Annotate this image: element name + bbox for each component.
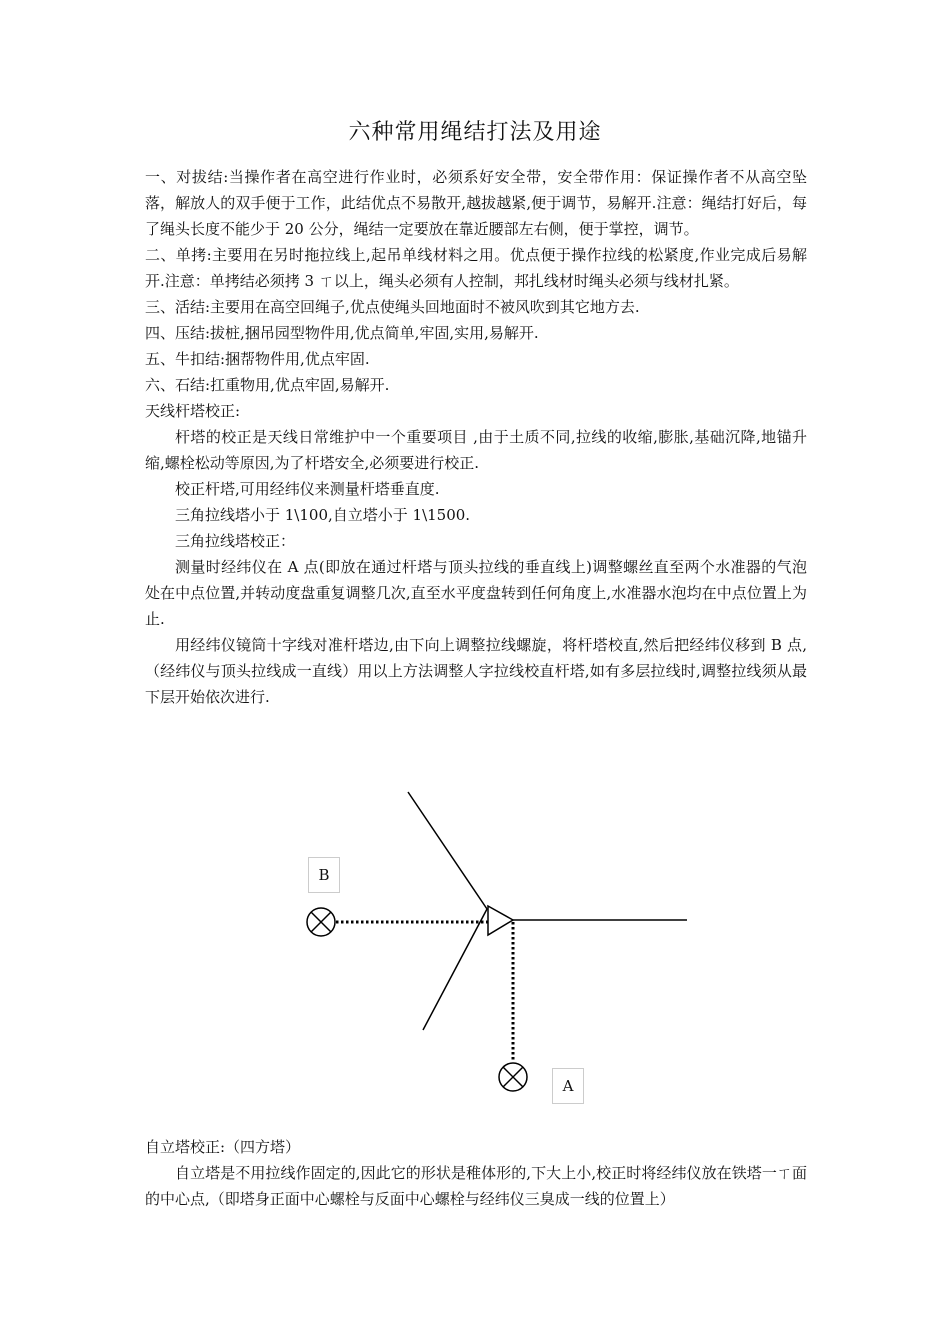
tower-triangle-icon: [488, 906, 513, 935]
paragraph-knot-6: 六、石结:扛重物用,优点牢固,易解开.: [145, 376, 390, 394]
tower-correction-diagram: [290, 782, 700, 1112]
document-body-continued: [145, 1134, 807, 1212]
paragraph-theodolite: 校正杆塔,可用经纬仪来测量杆塔垂直度.: [175, 480, 440, 498]
theodolite-a-icon: [499, 1063, 527, 1091]
section-heading-self-supporting: 自立塔校正:（四方塔）: [145, 1138, 301, 1156]
subheading-guyed-tower: 三角拉线塔校正：: [175, 532, 296, 550]
paragraph-tower-intro: 杆塔的校正是天线日常维护中一个重要项目 ,由于土质不同,拉线的收缩,膨胀,基础沉降,地锚升缩,螺栓松动等原因,为了杆塔安全,必须要进行校正.: [145, 428, 807, 472]
paragraph-self-supporting: 自立塔是不用拉线作固定的,因此它的形状是稚体形的,下大上小,校正时将经纬仪放在铁塔一ㄒ面的中心点,（即塔身正面中心螺栓与反面中心螺栓与经纬仪三臭成一线的位置上）: [145, 1164, 807, 1208]
paragraph-knot-2: 二、单拷:主要用在另时拖拉线上,起吊单线材料之用。优点便于操作拉线的松紧度,作业完成后易解开.注意：单拷结必须拷 3 ㄒ以上，绳头必须有人控制，邦扎线材时绳头必须与线材扎紧。: [145, 246, 807, 290]
paragraph-knot-5: 五、牛扣结:捆帮物件用,优点牢固.: [145, 350, 370, 368]
theodolite-b-icon: [307, 908, 335, 936]
paragraph-knot-1: 一、对拔结:当操作者在高空进行作业时，必须系好安全带，安全带作用：保证操作者不从高空坠落，解放人的双手便于工作，此结优点不易散开,越拔越紧,便于调节，易解开.注意：绳结打好后，每了绳头长度不能少于 20 公分，绳结一定要放在靠近腰部左右侧，便于掌控，调节。: [145, 168, 807, 238]
paragraph-tolerance: 三角拉线塔小于 1\100,自立塔小于 1\1500.: [175, 506, 471, 524]
paragraph-measure-a: 测量时经纬仪在 A 点(即放在通过杆塔与顶头拉线的垂直线上)调整螺丝直至两个水准器的气泡处在中点位置,并转动度盘重复调整几次,直至水平度盘转到任何角度上,水准器水泡均在中点位置上为止.: [145, 558, 807, 628]
guy-wire-lower: [423, 909, 487, 1030]
section-heading-tower-correction: 天线杆塔校正:: [145, 402, 241, 420]
document-body: [145, 164, 807, 710]
point-b-label: B: [308, 857, 340, 893]
guy-wire-upper: [408, 792, 487, 909]
document-title: 六种常用绳结打法及用途: [348, 120, 602, 145]
paragraph-knot-4: 四、压结:拔桩,捆吊园型物件用,优点简单,牢固,实用,易解开.: [145, 324, 539, 342]
paragraph-adjust-b: 用经纬仪镜筒十字线对准杆塔边,由下向上调整拉线螺旋，将杆塔校直,然后把经纬仪移到 B 点,（经纬仪与顶头拉线成一直线）用以上方法调整人字拉线校直杆塔,如有多层拉线时,调整拉线须从最下层开始依次进行.: [145, 636, 807, 706]
point-a-label: A: [552, 1068, 584, 1104]
paragraph-knot-3: 三、活结:主要用在高空回绳子,优点使绳头回地面时不被风吹到其它地方去.: [145, 298, 640, 316]
